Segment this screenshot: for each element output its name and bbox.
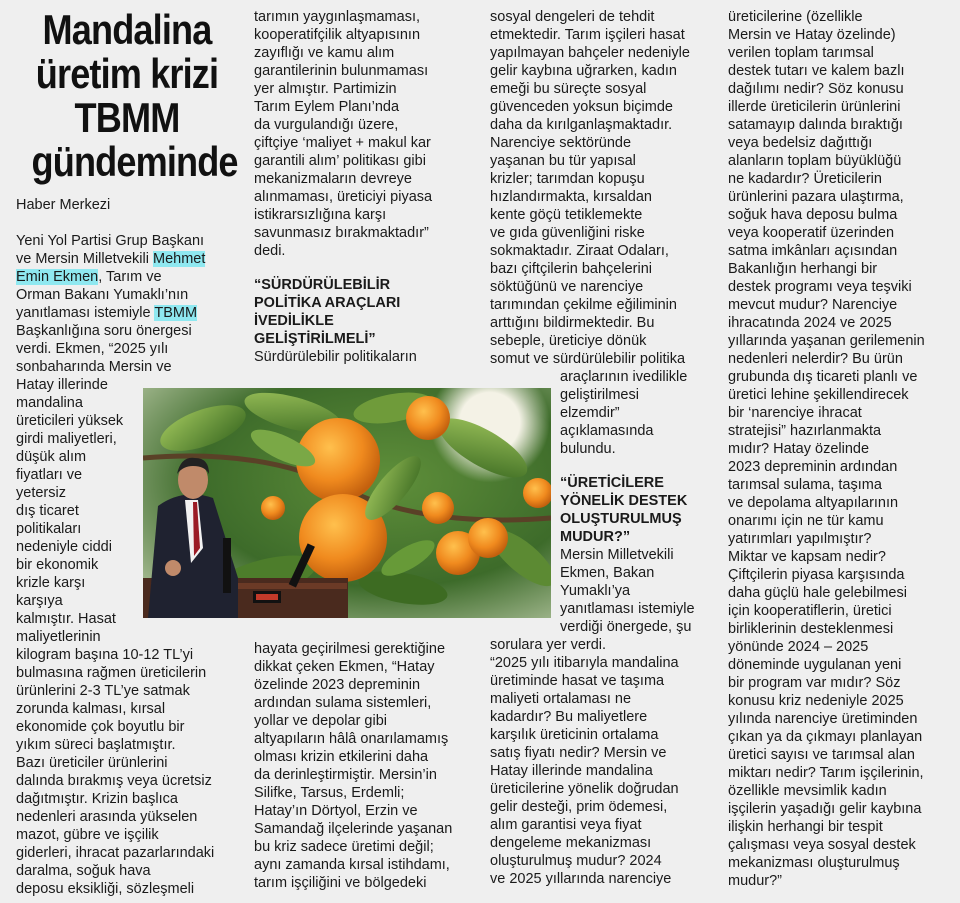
- text-line: dikkat çeken Ekmen, “Hatay: [254, 659, 435, 675]
- text-line: veya kooperatif üzerinden: [728, 225, 895, 241]
- text-line: açıklamasında: [560, 423, 654, 439]
- highlighted-name: TBMM: [154, 305, 198, 321]
- text-line: üretici lehine şekillendirecek: [728, 387, 909, 403]
- text-line: “2025 yılı itibarıyla mandalina: [490, 655, 679, 671]
- column-2-bottom: [254, 640, 482, 892]
- text-line: onarımı için ne tür kamu: [728, 513, 884, 529]
- text-line: sokmaktadır. Ziraat Odaları,: [490, 243, 669, 259]
- text-line: kilogram başına 10-12 TL’yi: [16, 647, 194, 663]
- text-line: garantilerinin bulunmaması: [254, 63, 429, 79]
- text-line: nedenleri arasında yükselen: [16, 809, 198, 825]
- text-line: dalında bırakmış veya ücretsiz: [16, 773, 212, 789]
- column-2-after-subhead: [254, 348, 482, 366]
- text-line: Çiftçilerin piyasa karşısında: [728, 567, 905, 583]
- text-line: Mersin ve Hatay özelinde): [728, 27, 896, 43]
- text-line: savunmasız bırakmaktadır”: [254, 225, 429, 241]
- text-line: hızlandırmakta, kırsaldan: [490, 189, 652, 205]
- text-line: Sürdürülebilir politikaların: [254, 349, 417, 365]
- article-photo: [143, 388, 551, 618]
- text-line: gelir desteği, prim ödemesi,: [490, 799, 668, 815]
- text-line: politikaları: [16, 521, 82, 537]
- text-line: illerde üreticilerin ürünlerini: [728, 99, 901, 115]
- text-line: Bazı üreticiler ürünlerini: [16, 755, 168, 771]
- text-line: Tarım Eylem Planı’nda: [254, 99, 400, 115]
- text-line: verdi. Ekmen, “2025 yılı: [16, 341, 169, 357]
- text-line: somut ve sürdürülebilir politika: [490, 351, 686, 367]
- text-line: stratejisi” hazırlanmakta: [728, 423, 882, 439]
- text-line: tarımsal sulama, taşıma: [728, 477, 882, 493]
- text-line: ilişkin herhangi bir tespit: [728, 819, 883, 835]
- text-line: yönünde 2024 – 2025: [728, 639, 869, 655]
- text-line: yatırımları yapılmıştır?: [728, 531, 872, 547]
- text-line: ve gıda güvenliğini riske: [490, 225, 645, 241]
- text-line: mıdır? Hatay özelinde: [728, 441, 870, 457]
- text-line: ekonomide çok boyutlu bir: [16, 719, 185, 735]
- text-line: YÖNELİK DESTEK: [560, 493, 688, 509]
- text-line: maliyeti ortalaması ne: [490, 691, 632, 707]
- text-line: garantili alım’ politikası gibi: [254, 153, 426, 169]
- column-4: [728, 0, 956, 890]
- text-line: [16, 250, 238, 268]
- text-line: da vurgulandığı üzere,: [254, 117, 399, 133]
- text-line: sonbaharında Mersin ve: [16, 359, 172, 375]
- text-line: yıllarında yaşanan gerilemenin: [728, 333, 925, 349]
- text-line: oluşturulmuş mudur? 2024: [490, 853, 662, 869]
- text-line: için kooperatiflerin, üretici: [728, 603, 892, 619]
- text-line: konusu kriz nedeniyle 2025: [728, 693, 904, 709]
- text-line: Samandağ ilçelerinde yaşanan: [254, 821, 453, 837]
- text-line: alım garantisi veya fiyat: [490, 817, 642, 833]
- text-line: grubunda dış ticareti planlı ve: [728, 369, 918, 385]
- text-line: Başkanlığına soru önergesi: [16, 323, 192, 339]
- text-line: sorulara yer verdi.: [490, 637, 607, 653]
- text-line: daha güçlü hale gelebilmesi: [728, 585, 907, 601]
- text-line: giderleri, ihracat pazarlarındaki: [16, 845, 215, 861]
- text-line: Bakanlığın herhangi bir: [728, 261, 878, 277]
- text-line: ürünlerini pazara ulaştırma,: [728, 189, 904, 205]
- text-line: çalışması veya sosyal destek: [728, 837, 916, 853]
- text-line: yaşanan bu tür yapısal: [490, 153, 636, 169]
- text-line: kalmıştır. Hasat: [16, 611, 116, 627]
- text-line: tarımından çekilme eğiliminin: [490, 297, 677, 313]
- text-line: tarım işçiliğini ve bölgedeki: [254, 875, 427, 891]
- text-line: daralma, soğuk hava: [16, 863, 151, 879]
- text-line: OLUŞTURULMUŞ: [560, 511, 682, 527]
- text-line: MUDUR?”: [560, 529, 631, 545]
- text-line: yanıtlaması istemiyle: [560, 601, 695, 617]
- text-line: Narenciye sektöründe: [490, 135, 632, 151]
- text-line: Hatay’ın Dörtyol, Erzin ve: [254, 803, 418, 819]
- text-line: Hatay illerinde: [16, 377, 108, 393]
- text-line: soğuk hava deposu bulma: [728, 207, 898, 223]
- text-line: bulundu.: [560, 441, 616, 457]
- subheading-sustainable-policy: [254, 276, 482, 348]
- text-line: GELİŞTİRİLMELİ”: [254, 331, 376, 347]
- text-line: krizler; tarımdan kopuşu: [490, 171, 645, 187]
- text-line: geliştirilmesi: [560, 387, 639, 403]
- text-line: zorunda kalması, kırsal: [16, 701, 166, 717]
- text-line: veya bedelsiz dağıttığı: [728, 135, 873, 151]
- text-line: Silifke, Tarsus, Erdemli;: [254, 785, 405, 801]
- text-line: Mersin Milletvekili: [560, 547, 674, 563]
- text-line: krizle karşı: [16, 575, 86, 591]
- headline: Mandalina üretim krizi TBMM gündeminde: [31, 6, 238, 185]
- text-line: ve depolama altyapılarının: [728, 495, 899, 511]
- text-line: dedi.: [254, 243, 286, 259]
- text-line: üreticileri yüksek: [16, 413, 124, 429]
- mandarin-branch-photo-icon: [143, 388, 551, 618]
- text-line: birliklerinin desteklenmesi: [728, 621, 894, 637]
- text-line: kooperatifçilik altyapısının: [254, 27, 421, 43]
- column-3-bottom: [490, 636, 722, 888]
- text-line: “ÜRETİCİLERE: [560, 475, 664, 491]
- text-line: dış ticaret: [16, 503, 79, 519]
- text-line: satış fiyatı nedir? Mersin ve: [490, 745, 667, 761]
- text-line: verilen toplam tarımsal: [728, 45, 874, 61]
- text-line: işçilerin yaşadığı gelir kaybına: [728, 801, 922, 817]
- text-line: istikrarsızlığına karşı: [254, 207, 387, 223]
- text-line: bulmasına rağmen üreticilerin: [16, 665, 207, 681]
- column-2: [254, 0, 482, 891]
- text-line: dağılımı nedir? Söz konusu: [728, 81, 904, 97]
- text-line: ihracatında 2024 ve 2025: [728, 315, 892, 331]
- highlighted-name: Mehmet: [152, 251, 206, 267]
- text-segment: , Tarım ve: [98, 269, 162, 285]
- text-line: bazı çiftçilerin bahçelerini: [490, 261, 652, 277]
- text-line: özellikle mevsimlik kadın: [728, 783, 887, 799]
- text-line: nedenleri nelerdir? Bu ürün: [728, 351, 903, 367]
- text-line: alanların toplam büyüklüğü: [728, 153, 902, 169]
- text-line: çiftçiye ‘maliyet + makul kar: [254, 135, 431, 151]
- text-line: elzemdir”: [560, 405, 620, 421]
- column-3-top: [490, 8, 722, 368]
- text-line: döneminde uygulanan yeni: [728, 657, 902, 673]
- text-line: deposu eksikliği, sözleşmeli: [16, 881, 195, 897]
- text-line: bir ‘narenciye ihracat: [728, 405, 862, 421]
- text-line: kente göçü tetiklemekte: [490, 207, 643, 223]
- text-line: zayıflığı ve kamu alım: [254, 45, 395, 61]
- column-4-body: [728, 8, 956, 890]
- text-line: yıkım süreci başlatmıştır.: [16, 737, 176, 753]
- text-line: daha da kırılganlaşmaktadır.: [490, 117, 673, 133]
- text-line: yapılmayan bahçeler nedeniyle: [490, 45, 690, 61]
- text-line: POLİTİKA ARAÇLARI: [254, 295, 401, 311]
- text-line: bir ekonomik: [16, 557, 99, 573]
- text-line: özelinde 2023 depreminin: [254, 677, 421, 693]
- text-line: yetersiz: [16, 485, 66, 501]
- text-line: girdi maliyetleri,: [16, 431, 117, 447]
- text-line: çıkan ya da çıkmayı planlayan: [728, 729, 923, 745]
- text-line: Orman Bakanı Yumaklı’nın: [16, 287, 189, 303]
- text-line: bir program var mıdır? Söz: [728, 675, 901, 691]
- text-line: hayata geçirilmesi gerektiğine: [254, 641, 446, 657]
- text-line: [16, 304, 238, 322]
- text-line: mekanizması oluşturulmuş: [728, 855, 900, 871]
- text-line: Miktar ve kapsam nedir?: [728, 549, 886, 565]
- text-line: yer almıştır. Partimizin: [254, 81, 397, 97]
- text-line: gelir kaybına uğrarken, kadın: [490, 63, 677, 79]
- text-line: altyapıların hâlâ onarılamamış: [254, 731, 449, 747]
- text-line: destek tutarı ve kalem bazlı: [728, 63, 905, 79]
- text-line: söktüğünü ve narenciye: [490, 279, 644, 295]
- text-line: ve 2025 yıllarında narenciye: [490, 871, 672, 887]
- text-line: araçlarının ivedilikle: [560, 369, 688, 385]
- text-line: ürünlerini 2-3 TL’ye satmak: [16, 683, 190, 699]
- text-line: da derinleştirmiştir. Mersin’in: [254, 767, 437, 783]
- text-line: tarımın yaygınlaşmaması,: [254, 9, 420, 25]
- text-line: sebeple, üreticiye dönük: [490, 333, 647, 349]
- text-line: mudur?”: [728, 873, 782, 889]
- text-line: nedeniyle ciddi: [16, 539, 112, 555]
- text-line: üretici sayısı ve tarımsal alan: [728, 747, 915, 763]
- text-line: Hatay illerinde mandalina: [490, 763, 653, 779]
- text-line: emeği bu süreçte sosyal: [490, 81, 647, 97]
- text-line: olması krizin etkilerini daha: [254, 749, 429, 765]
- text-line: mandalina: [16, 395, 83, 411]
- text-line: sosyal dengeleri de tehdit: [490, 9, 655, 25]
- text-line: mekanizmaların devreye: [254, 171, 412, 187]
- text-line: Yeni Yol Partisi Grup Başkanı: [16, 233, 205, 249]
- text-line: yollar ve depolar gibi: [254, 713, 387, 729]
- text-line: miktarı nedir? Tarım işçilerinin,: [728, 765, 924, 781]
- text-line: alınmaması, üreticiyi piyasa: [254, 189, 433, 205]
- text-line: destek programı veya teşviki: [728, 279, 912, 295]
- text-line: Ekmen, Bakan: [560, 565, 655, 581]
- text-line: Yumaklı’ya: [560, 583, 631, 599]
- text-line: üreticilerine yönelik doğrudan: [490, 781, 679, 797]
- highlighted-name: Emin Ekmen: [16, 269, 99, 285]
- text-line: bu kriz sadece üretimi değil;: [254, 839, 434, 855]
- text-line: yılında narenciye üretiminden: [728, 711, 918, 727]
- text-line: “SÜRDÜRÜLEBİLİR: [254, 277, 391, 293]
- text-line: dengeleme mekanizması: [490, 835, 652, 851]
- text-line: güvenceden yoksun biçimde: [490, 99, 673, 115]
- text-line: üretiminde hasat ve taşıma: [490, 673, 665, 689]
- text-line: 2023 depreminin ardından: [728, 459, 898, 475]
- text-line: etmektedir. Tarım işçileri hasat: [490, 27, 685, 43]
- byline: Haber Merkezi: [16, 197, 111, 213]
- column-2-top: [254, 8, 482, 260]
- text-line: satma imkânları açısından: [728, 243, 898, 259]
- text-line: ardından sulama sistemleri,: [254, 695, 432, 711]
- text-line: mevcut mudur? Narenciye: [728, 297, 898, 313]
- text-segment: ve Mersin Milletvekili: [16, 251, 153, 267]
- text-line: mazot, gübre ve işçilik: [16, 827, 159, 843]
- text-line: düşük alım: [16, 449, 87, 465]
- text-line: karşılık üreticinin ortalama: [490, 727, 659, 743]
- text-line: aynı zamanda kırsal istihdamı,: [254, 857, 450, 873]
- text-line: kadardır? Bu maliyetlere: [490, 709, 648, 725]
- text-segment: yanıtlaması istemiyle: [16, 305, 155, 321]
- text-line: fiyatları ve: [16, 467, 83, 483]
- text-line: ne kadardır? Üreticilerin: [728, 171, 882, 187]
- text-line: üreticilerine (özellikle: [728, 9, 863, 25]
- text-line: İVEDİLİKLE: [254, 313, 334, 329]
- text-line: [16, 268, 238, 286]
- text-line: karşıya: [16, 593, 63, 609]
- text-line: dağıtmıştır. Krizin başlıca: [16, 791, 178, 807]
- text-line: satamayıp dalında bıraktığı: [728, 117, 903, 133]
- text-line: verdiği önergede, şu: [560, 619, 692, 635]
- text-line: maliyetlerinin: [16, 629, 101, 645]
- text-line: arttığını bildirmektedir. Bu: [490, 315, 655, 331]
